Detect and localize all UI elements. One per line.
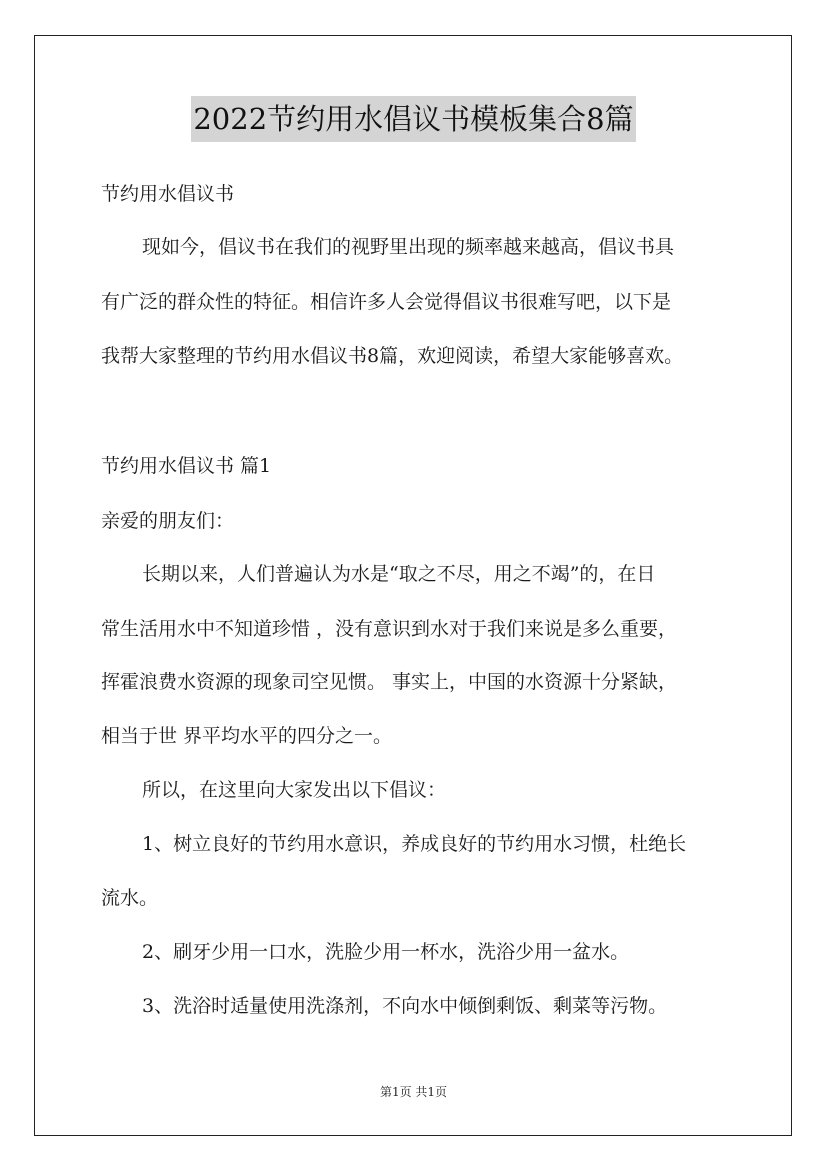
article-heading: 节约用水倡议书 篇1 [101,455,272,477]
section-heading: 节约用水倡议书 [101,183,235,205]
body-line: 所以，在这里向大家发出以下倡议： [142,779,447,801]
title-wrap [0,96,827,142]
body-line: 长期以来，人们普遍认为水是“取之不尽，用之不竭”的，在日 [142,563,656,585]
body-line: 相当于世 界平均水平的四分之一。 [101,725,393,747]
proposal-item: 1、树立良好的节约用水意识，养成良好的节约用水习惯，杜绝长 [142,833,687,855]
body-line: 常生活用水中不知道珍惜 ，没有意识到水对于我们来说是多么重要， [101,618,678,640]
body-line: 挥霍浪费水资源的现象司空见惯。 事实上，中国的水资源十分紧缺， [101,671,678,693]
proposal-item: 3、洗浴时适量使用洗涤剂，不向水中倾倒剩饭、剩菜等污物。 [142,995,668,1017]
proposal-item: 2、刷牙少用一口水，洗脸少用一杯水，洗浴少用一盆水。 [142,941,630,963]
intro-line: 现如今，倡议书在我们的视野里出现的频率越来越高，倡议书具 [142,236,675,258]
intro-line: 有广泛的群众性的特征。相信许多人会觉得倡议书很难写吧，以下是 [101,291,672,313]
proposal-item-continuation: 流水。 [101,887,159,909]
greeting: 亲爱的朋友们： [101,510,235,532]
document-title: 2022节约用水倡议书模板集合8篇 [191,96,635,142]
intro-line: 我帮大家整理的节约用水倡议书8篇，欢迎阅读，希望大家能够喜欢。 [101,345,684,367]
page-footer: 第1页 共1页 [379,1085,448,1099]
